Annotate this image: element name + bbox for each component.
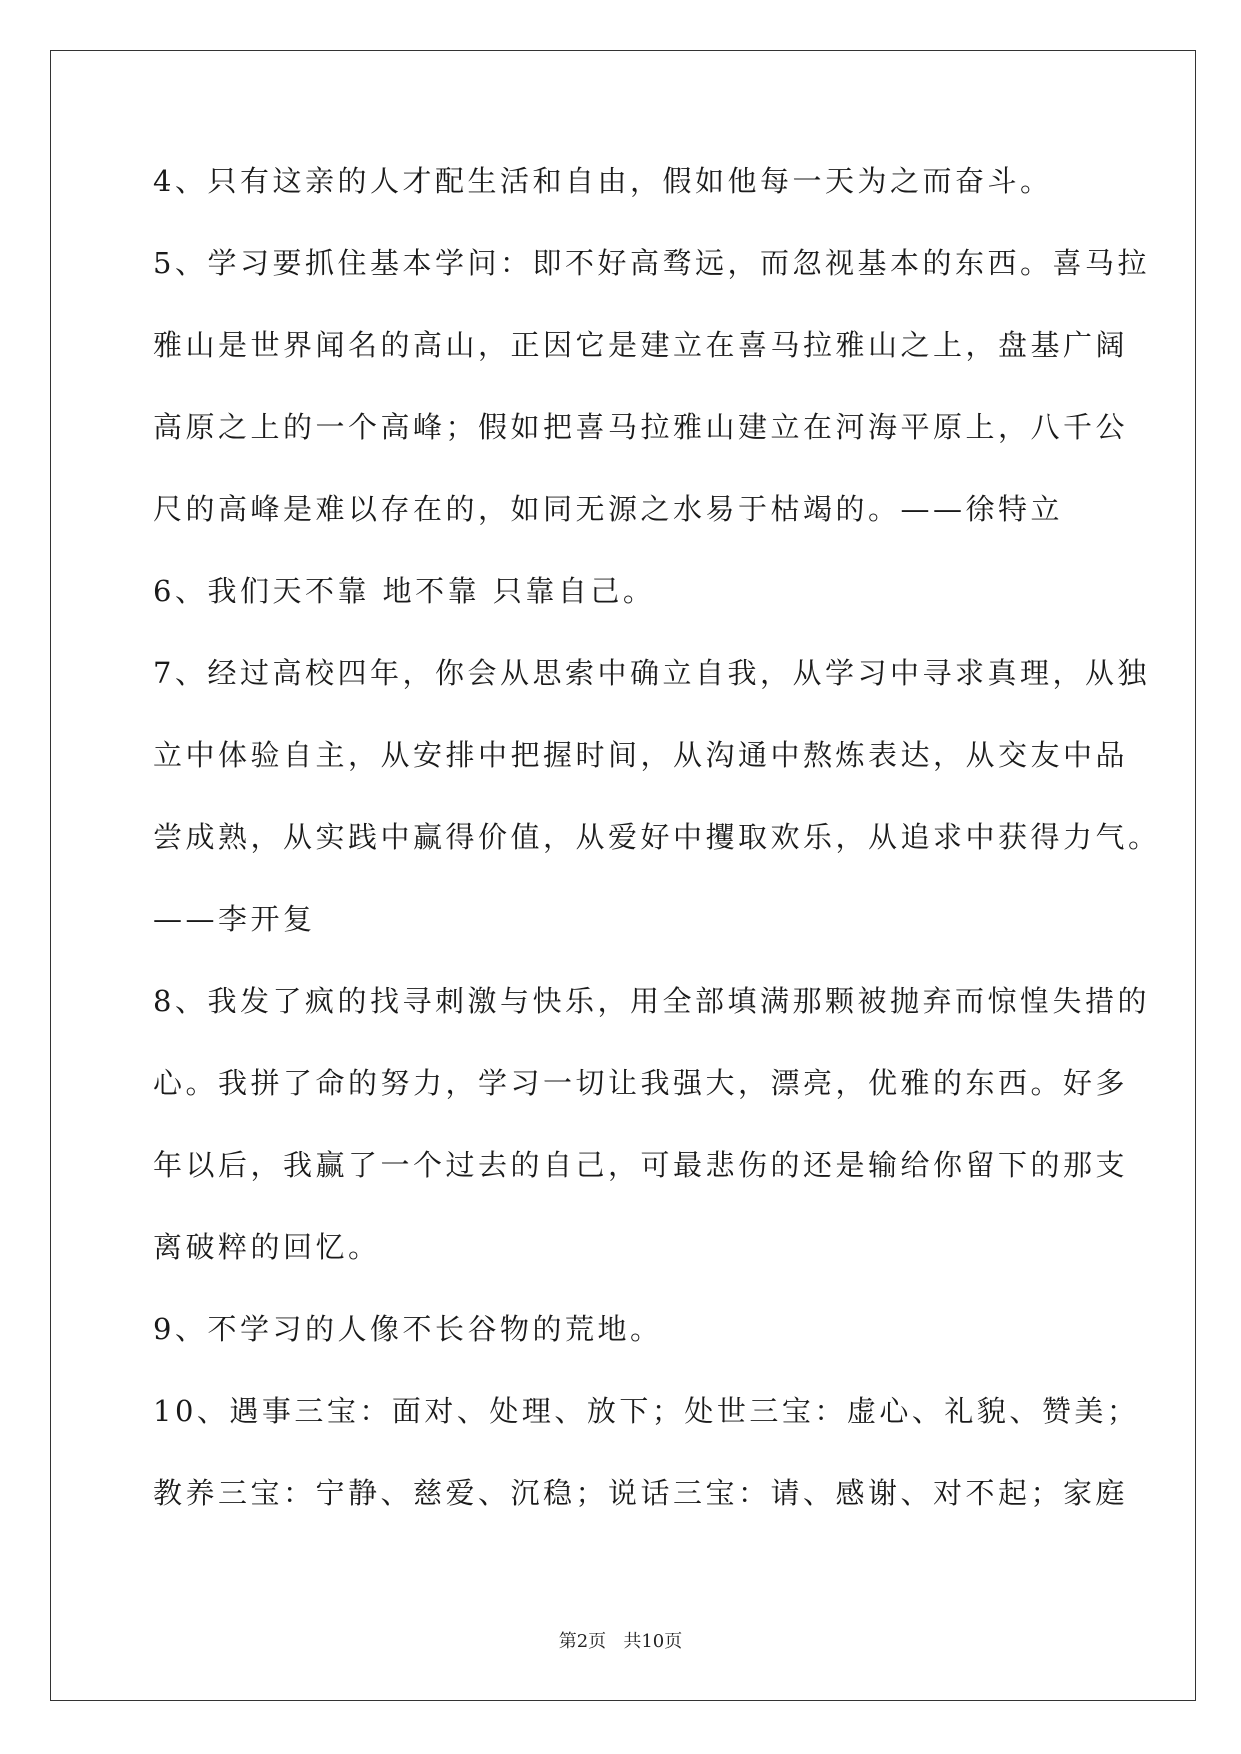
- text-line: 6、我们天不靠 地不靠 只靠自己。: [153, 574, 656, 608]
- text-line: 7、经过高校四年，你会从思索中确立自我，从学习中寻求真理，从独: [153, 656, 1150, 690]
- text-line: 9、不学习的人像不长谷物的荒地。: [153, 1312, 663, 1346]
- text-line: 年以后，我赢了一个过去的自己，可最悲伤的还是输给你留下的那支: [153, 1148, 1129, 1182]
- text-line: 教养三宝：宁静、慈爱、沉稳；说话三宝：请、感谢、对不起；家庭: [153, 1476, 1129, 1510]
- text-line: 5、学习要抓住基本学问：即不好高骛远，而忽视基本的东西。喜马拉: [153, 246, 1150, 280]
- text-line: 8、我发了疯的找寻刺激与快乐，用全部填满那颗被抛弃而惊惶失措的: [153, 984, 1150, 1018]
- text-line: 高原之上的一个高峰；假如把喜马拉雅山建立在河海平原上，八千公: [153, 410, 1129, 444]
- text-line: ——李开复: [153, 902, 316, 936]
- text-line: 4、只有这亲的人才配生活和自由，假如他每一天为之而奋斗。: [153, 164, 1053, 198]
- text-line: 离破粹的回忆。: [153, 1230, 381, 1264]
- text-line: 雅山是世界闻名的高山，正因它是建立在喜马拉雅山之上，盘基广阔: [153, 328, 1129, 362]
- document-body: [153, 164, 1161, 1560]
- text-line: 尺的高峰是难以存在的，如同无源之水易于枯竭的。——徐特立: [153, 492, 1064, 526]
- text-line: 立中体验自主，从安排中把握时间，从沟通中熬炼表达，从交友中品: [153, 738, 1129, 772]
- page-number-footer: 第2页 共10页: [558, 1631, 683, 1652]
- text-line: 尝成熟，从实践中赢得价值，从爱好中攫取欢乐，从追求中获得力气。: [153, 820, 1161, 854]
- text-line: 心。我拼了命的努力，学习一切让我强大，漂亮，优雅的东西。好多: [153, 1066, 1129, 1100]
- text-line: 10、遇事三宝：面对、处理、放下；处世三宝：虚心、礼貌、赞美；: [153, 1394, 1140, 1428]
